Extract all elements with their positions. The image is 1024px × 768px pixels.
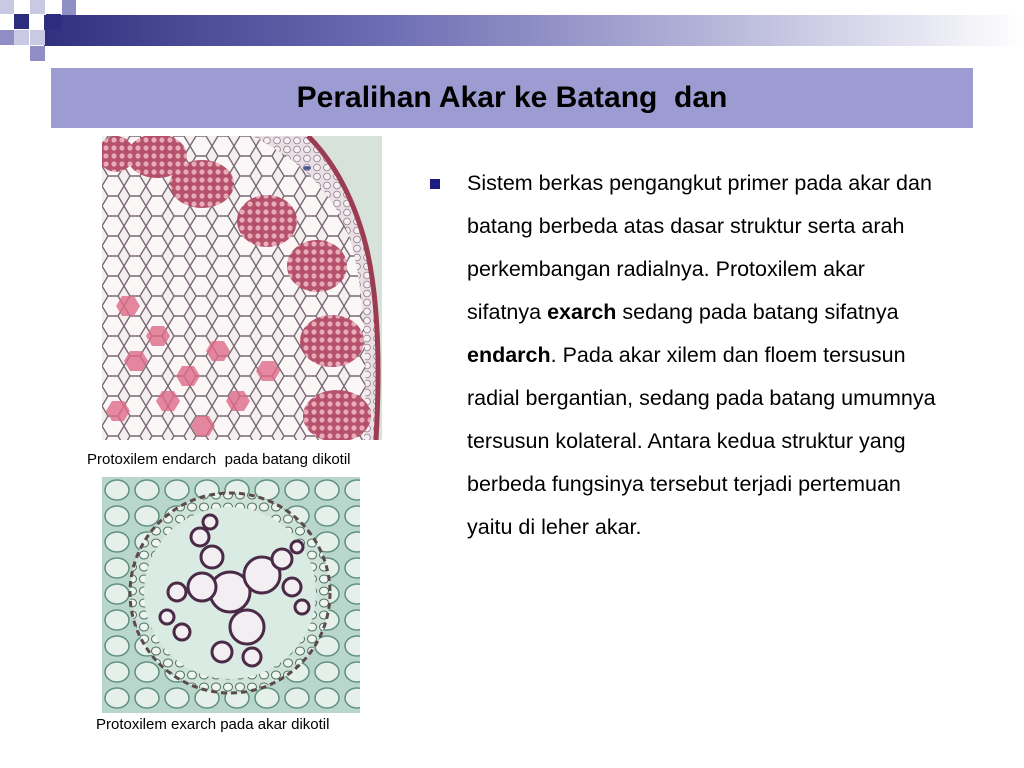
root-cross-section-image [102, 477, 360, 713]
bullet-square-icon [430, 179, 440, 189]
stem-cross-section-image [102, 136, 382, 440]
slide-title: Peralihan Akar ke Batang dan [296, 81, 728, 114]
body-text-part: . Pada akar xilem dan floem tersusun radial bergantian, sedang pada batang umumnya tersusun kolateral. Antara kedua struktur yang berbeda fungsinya tersebut terjadi pertemuan yaitu di leher akar. [467, 343, 936, 539]
header-gradient-band [44, 15, 1024, 46]
bold-term-endarch: endarch [467, 343, 551, 367]
bold-term-exarch: exarch [547, 300, 617, 324]
body-paragraph [467, 162, 937, 549]
root-image-caption: Protoxilem exarch pada akar dikotil [96, 716, 330, 733]
title-bar [51, 68, 973, 128]
body-text-part: Sistem berkas pengangkut primer pada akar dan batang berbeda atas dasar struktur serta arah perkembangan radialnya. Protoxilem akar sifatnya [467, 171, 932, 324]
body-text-part: sedang pada batang sifatnya [616, 300, 899, 324]
stem-image-caption: Protoxilem endarch pada batang dikotil [87, 451, 351, 468]
